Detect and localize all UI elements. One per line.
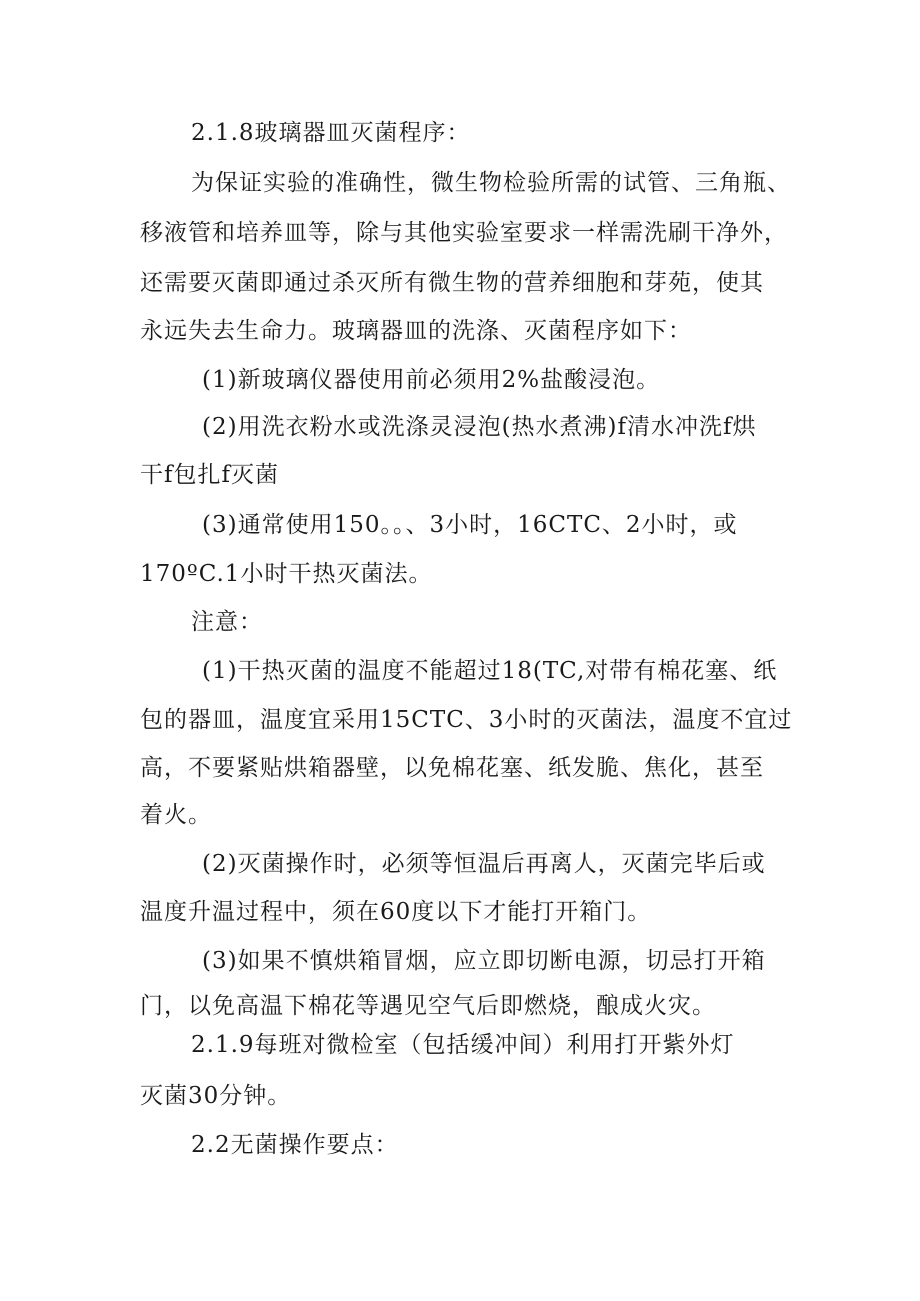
- paragraph-line: 着火。: [140, 802, 212, 828]
- paragraph-line: 包的器皿，温度宜采用15CTC、3小时的灭菌法，温度不宜过: [140, 707, 793, 733]
- paragraph-line: 永远失去生命力。玻璃器皿的洗涤、灭菌程序如下：: [140, 318, 692, 344]
- note-item-3: (3)如果不慎烘箱冒烟，应立即切断电源，切忌打开箱: [202, 948, 766, 974]
- note-item-1: (1)干热灭菌的温度不能超过18(TC,对带有棉花塞、纸: [202, 658, 778, 684]
- section-heading-2-1-9: 2.1.9每班对微检室（包括缓冲间）利用打开紫外灯: [191, 1032, 735, 1058]
- paragraph-line: 还需要灭菌即通过杀灭所有微生物的营养细胞和芽苑，使其: [140, 270, 764, 296]
- list-item-3: (3)通常使用150。。、3小时，16CTC、2小时，或: [202, 512, 738, 538]
- paragraph-line: 高，不要紧贴烘箱器壁，以免棉花塞、纸发脆、焦化，甚至: [140, 755, 764, 781]
- list-item-2: (2)用洗衣粉水或洗涤灵浸泡(热水煮沸)f清水冲洗f烘: [202, 414, 757, 440]
- paragraph-line: 干f包扎f灭菌: [140, 462, 280, 488]
- section-heading-2-2: 2.2无菌操作要点：: [191, 1132, 399, 1158]
- paragraph-line: 灭菌30分钟。: [140, 1083, 292, 1109]
- section-heading-2-1-8: 2.1.8玻璃器皿灭菌程序：: [191, 120, 471, 146]
- paragraph-line: 移液管和培养皿等，除与其他实验室要求一样需洗刷干净外，: [140, 220, 788, 246]
- paragraph-line: 温度升温过程中，须在60度以下才能打开箱门。: [140, 899, 652, 925]
- list-item-1: (1)新玻璃仪器使用前必须用2%盐酸浸泡。: [202, 367, 661, 393]
- paragraph-line: 为保证实验的准确性，微生物检验所需的试管、三角瓶、: [191, 170, 791, 196]
- paragraph-line: 170ºC.1小时干热灭菌法。: [140, 561, 433, 587]
- note-heading: 注意：: [191, 609, 263, 635]
- paragraph-line: 门，以免高温下棉花等遇见空气后即燃烧，酿成火灾。: [140, 993, 716, 1019]
- note-item-2: (2)灭菌操作时，必须等恒温后再离人，灭菌完毕后或: [202, 851, 766, 877]
